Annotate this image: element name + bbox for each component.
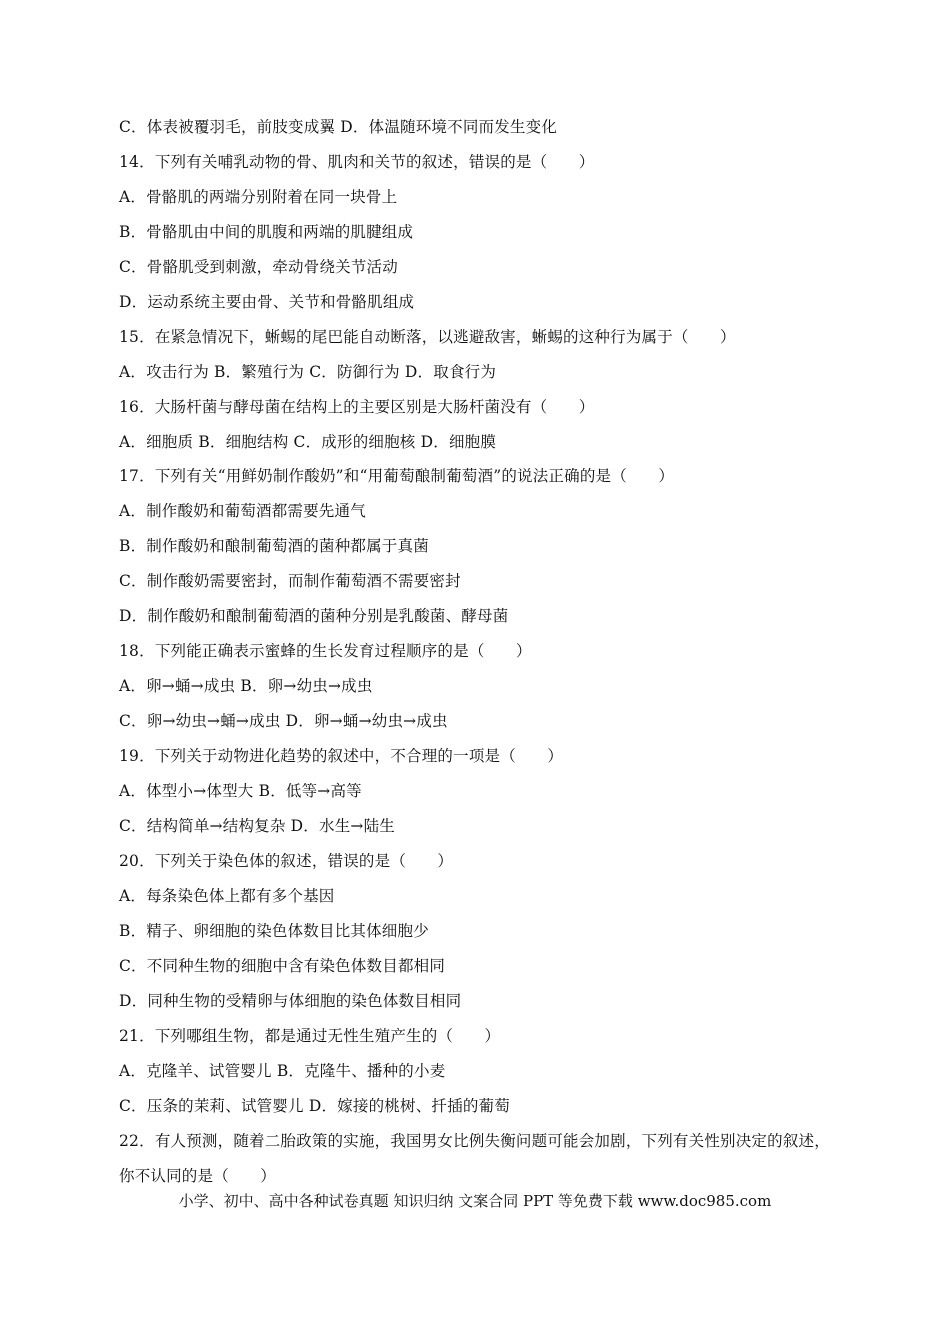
q13-option-c-d: C．体表被覆羽毛，前肢变成翼 D．体温随环境不同而发生变化 [119,118,558,136]
q18-stem: 18．下列能正确表示蜜蜂的生长发育过程顺序的是（ ） [119,642,532,660]
q20-option-a: A．每条染色体上都有多个基因 [119,887,335,905]
q17-option-c: C．制作酸奶需要密封，而制作葡萄酒不需要密封 [119,572,461,590]
q15-stem: 15．在紧急情况下，蜥蜴的尾巴能自动断落，以逃避敌害，蜥蜴的这种行为属于（ ） [119,328,736,346]
q17-option-a: A．制作酸奶和葡萄酒都需要先通气 [119,502,366,520]
q14-option-b: B．骨骼肌由中间的肌腹和两端的肌腱组成 [119,223,414,241]
q16-options: A．细胞质 B．细胞结构 C．成形的细胞核 D．细胞膜 [119,433,497,451]
q19-options-c-d: C．结构简单→结构复杂 D．水生→陆生 [119,817,395,835]
q20-option-d: D．同种生物的受精卵与体细胞的染色体数目相同 [119,992,462,1010]
q14-option-c: C．骨骼肌受到刺激，牵动骨绕关节活动 [119,258,398,276]
q14-stem: 14．下列有关哺乳动物的骨、肌肉和关节的叙述，错误的是（ ） [119,153,595,171]
q21-options-c-d: C．压条的茉莉、试管婴儿 D．嫁接的桃树、扦插的葡萄 [119,1097,510,1115]
q20-stem: 20．下列关于染色体的叙述，错误的是（ ） [119,852,454,870]
q20-option-c: C．不同种生物的细胞中含有染色体数目都相同 [119,957,446,975]
q18-options-a-b: A．卵→蛹→成虫 B．卵→幼虫→成虫 [119,677,373,695]
page-footer: 小学、初中、高中各种试卷真题 知识归纳 文案合同 PPT 等免费下载 www.doc985.com [178,1192,772,1210]
q17-stem: 17．下列有关“用鲜奶制作酸奶”和“用葡萄酿制葡萄酒”的说法正确的是（ ） [119,467,675,485]
q15-options: A．攻击行为 B．繁殖行为 C．防御行为 D．取食行为 [119,363,497,381]
q22-stem-continued: 你不认同的是（ ） [119,1167,277,1185]
q21-options-a-b: A．克隆羊、试管婴儿 B．克隆牛、播种的小麦 [119,1062,446,1080]
q18-options-c-d: C．卵→幼虫→蛹→成虫 D．卵→蛹→幼虫→成虫 [119,712,448,730]
q20-option-b: B．精子、卵细胞的染色体数目比其体细胞少 [119,922,429,940]
q16-stem: 16．大肠杆菌与酵母菌在结构上的主要区别是大肠杆菌没有（ ） [119,398,595,416]
q22-stem: 22．有人预测，随着二胎政策的实施，我国男女比例失衡问题可能会加剧，下列有关性别决定的叙述， [119,1132,830,1150]
q17-option-d: D．制作酸奶和酿制葡萄酒的菌种分别是乳酸菌、酵母菌 [119,607,509,625]
q14-option-a: A．骨骼肌的两端分别附着在同一块骨上 [119,188,398,206]
q19-options-a-b: A．体型小→体型大 B．低等→高等 [119,782,362,800]
q21-stem: 21．下列哪组生物，都是通过无性生殖产生的（ ） [119,1027,501,1045]
q17-option-b: B．制作酸奶和酿制葡萄酒的菌种都属于真菌 [119,537,429,555]
q14-option-d: D．运动系统主要由骨、关节和骨骼肌组成 [119,293,415,311]
q19-stem: 19．下列关于动物进化趋势的叙述中，不合理的一项是（ ） [119,747,564,765]
